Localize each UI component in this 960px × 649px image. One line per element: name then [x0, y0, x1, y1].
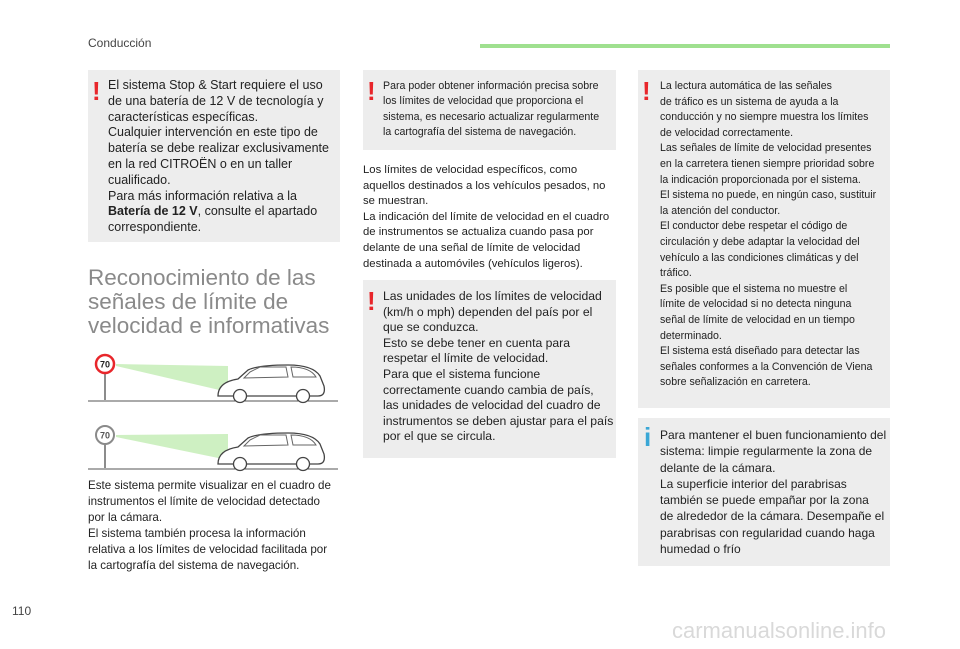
- stop-start-text: El sistema Stop & Start requiere el uso de una batería de 12 V de tecnología y características específicas. Cualquier intervención en este tipo de batería se debe realizar exclusivamente en la red CITROËN o en un taller cualificado. Para más información relativa a la: [108, 78, 329, 203]
- sign-value: 70: [99, 359, 111, 370]
- car-icon: [218, 433, 324, 464]
- page-number: 110: [12, 604, 32, 618]
- speed-sign-detection-illustration-1: [88, 352, 338, 404]
- camera-beam: [116, 364, 228, 392]
- warning-icon: !: [367, 286, 376, 316]
- warning-icon: !: [367, 76, 376, 106]
- stop-start-warning-text: [108, 78, 333, 236]
- system-description: Este sistema permite visualizar en el cuadro de instrumentos el límite de velocidad detectado por la cámara. El sistema también procesa la información relativa a los límites de velocidad facilitada por la cartografía del sistema de navegación.: [88, 479, 331, 572]
- maintenance-info-text: Para mantener el buen funcionamiento del sistema: limpie regularmente la zona de delante de la cámara. La superficie interior del parabrisas también se puede empañar por la zona de alrededor de la cámara. Desempañe el parabrisas con regularidad cuando haga humedad o frío: [660, 428, 887, 557]
- battery-reference: Batería de 12 V: [108, 204, 198, 219]
- speed-sign-detection-illustration-2: [88, 420, 338, 472]
- section-title: Reconocimiento de las señales de límite de velocidad e informativas: [88, 265, 330, 338]
- warning-icon: !: [92, 76, 101, 106]
- specific-limits-text: Los límites de velocidad específicos, como aquellos destinados a los vehículos pesados, no se muestran. La indicación del límite de velocidad en el cuadro de instrumentos se actualiza cuando pasa por delante de una señal de límite de velocidad destinada a automóviles (vehículos ligeros).: [363, 164, 610, 270]
- camera-beam: [116, 434, 228, 460]
- info-icon: i: [644, 422, 652, 452]
- navigation-warning-text: Para poder obtener información precisa sobre los límites de velocidad que proporciona el sistema, es necesario actualizar regularmente la cartografía del sistema de navegación.: [383, 80, 600, 139]
- warning-icon: !: [642, 76, 651, 106]
- page-header-title: Conducción: [88, 36, 152, 50]
- sign-value: 70: [99, 430, 111, 441]
- car-icon: [218, 365, 324, 396]
- watermark: carmanualsonline.info: [672, 618, 887, 643]
- units-warning-text: Las unidades de los límites de velocidad (km/h o mph) dependen del país por el que se conduzca. Esto se debe tener en cuenta para respetar el límite de velocidad. Para que el sistema funcione correctamente cuando cambia de país, las unidades de velocidad del cuadro de instrumentos se deben ajustar para el país por el que se circula.: [383, 289, 614, 444]
- header-accent-bar: [480, 44, 890, 48]
- stop-start-tail: , consulte el apartado correspondiente.: [108, 204, 318, 235]
- automatic-reading-warning-text: La lectura automática de las señales de tráfico es un sistema de ayuda a la conducción y no siempre muestra los límites de velocidad correctamente. Las señales de límite de velocidad presentes en la carretera tienen siempre prioridad sobre la indicación proporcionada por el sistema. El sistema no puede, en ningún caso, sustituir la atención del conductor. El conductor debe respetar el código de circulación y debe adaptar la velocidad del vehículo a las condiciones climáticas y del tráfico. Es posible que el sistema no muestre el límite de velocidad si no detecta ninguna señal de límite de velocidad en un tiempo determinado. El sistema está diseñado para detectar las señales conformes a la Convención de Viena sobre señalización en carretera.: [660, 80, 877, 389]
